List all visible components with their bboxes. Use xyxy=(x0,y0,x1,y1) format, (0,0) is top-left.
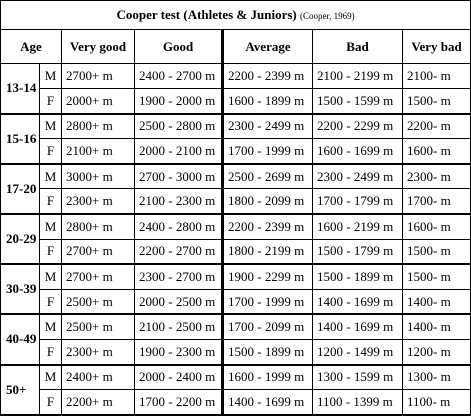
very-good-cell: 2200+ m xyxy=(62,390,135,415)
average-cell: 2200 - 2399 m xyxy=(223,64,313,89)
good-cell: 2300 - 2700 m xyxy=(135,264,223,289)
average-cell: 1700 - 1999 m xyxy=(223,289,313,314)
sex-cell: M xyxy=(40,164,62,189)
good-cell: 2400 - 2700 m xyxy=(135,64,223,89)
bad-cell: 1400 - 1699 m xyxy=(313,314,403,339)
very-bad-cell: 1400- m xyxy=(403,289,471,314)
very-good-cell: 2400+ m xyxy=(62,365,135,390)
average-cell: 1800 - 2199 m xyxy=(223,239,313,264)
header-very-bad: Very bad xyxy=(403,30,471,64)
header-good: Good xyxy=(135,30,223,64)
average-cell: 2500 - 2699 m xyxy=(223,164,313,189)
sex-cell: F xyxy=(40,88,62,113)
sex-cell: M xyxy=(40,314,62,339)
bad-cell: 2300 - 2499 m xyxy=(313,164,403,189)
bad-cell: 1500 - 1599 m xyxy=(313,88,403,113)
average-cell: 1800 - 2099 m xyxy=(223,189,313,214)
good-cell: 2700 - 3000 m xyxy=(135,164,223,189)
table-row xyxy=(1,314,471,339)
very-bad-cell: 1500- m xyxy=(403,239,471,264)
age-group-cell: 20-29 xyxy=(1,214,40,264)
table-row xyxy=(1,164,471,189)
very-bad-cell: 1600- m xyxy=(403,139,471,164)
sex-cell: M xyxy=(40,264,62,289)
good-cell: 1900 - 2000 m xyxy=(135,88,223,113)
good-cell: 2100 - 2300 m xyxy=(135,189,223,214)
very-bad-cell: 1200- m xyxy=(403,339,471,364)
age-group-cell: 13-14 xyxy=(1,64,40,114)
good-cell: 2500 - 2800 m xyxy=(135,114,223,139)
table-row xyxy=(1,88,471,113)
bad-cell: 2200 - 2299 m xyxy=(313,114,403,139)
header-row xyxy=(1,30,471,64)
bad-cell: 1400 - 1699 m xyxy=(313,289,403,314)
very-good-cell: 2700+ m xyxy=(62,264,135,289)
very-bad-cell: 2300- m xyxy=(403,164,471,189)
very-bad-cell: 1300- m xyxy=(403,365,471,390)
good-cell: 2100 - 2500 m xyxy=(135,314,223,339)
sex-cell: M xyxy=(40,64,62,89)
table-row xyxy=(1,64,471,89)
age-group-cell: 15-16 xyxy=(1,114,40,164)
very-good-cell: 2700+ m xyxy=(62,64,135,89)
bad-cell: 1500 - 1899 m xyxy=(313,264,403,289)
sex-cell: M xyxy=(40,214,62,239)
bad-cell: 1100 - 1399 m xyxy=(313,390,403,415)
sex-cell: M xyxy=(40,365,62,390)
very-bad-cell: 1500- m xyxy=(403,88,471,113)
average-cell: 1600 - 1899 m xyxy=(223,88,313,113)
very-good-cell: 2800+ m xyxy=(62,114,135,139)
average-cell: 2200 - 2399 m xyxy=(223,214,313,239)
very-good-cell: 3000+ m xyxy=(62,164,135,189)
table-row xyxy=(1,139,471,164)
bad-cell: 1500 - 1799 m xyxy=(313,239,403,264)
bad-cell: 1600 - 1699 m xyxy=(313,139,403,164)
good-cell: 2200 - 2700 m xyxy=(135,239,223,264)
title-row xyxy=(1,1,471,30)
average-cell: 1500 - 1899 m xyxy=(223,339,313,364)
average-cell: 1700 - 1999 m xyxy=(223,139,313,164)
table-title: Cooper test (Athletes & Juniors) xyxy=(116,7,297,23)
average-cell: 2300 - 2499 m xyxy=(223,114,313,139)
very-good-cell: 2700+ m xyxy=(62,239,135,264)
table-citation: (Cooper, 1969) xyxy=(300,11,355,22)
very-bad-cell: 1600- m xyxy=(403,214,471,239)
sex-cell: F xyxy=(40,289,62,314)
table-row xyxy=(1,189,471,214)
age-group-cell: 30-39 xyxy=(1,264,40,314)
very-good-cell: 2000+ m xyxy=(62,88,135,113)
very-bad-cell: 2200- m xyxy=(403,114,471,139)
very-bad-cell: 2100- m xyxy=(403,64,471,89)
header-age: Age xyxy=(1,30,62,64)
very-bad-cell: 1700- m xyxy=(403,189,471,214)
sex-cell: F xyxy=(40,139,62,164)
bad-cell: 1700 - 1799 m xyxy=(313,189,403,214)
age-group-cell: 50+ xyxy=(1,365,40,415)
bad-cell: 2100 - 2199 m xyxy=(313,64,403,89)
table-title-cell xyxy=(1,1,471,30)
good-cell: 1700 - 2200 m xyxy=(135,390,223,415)
very-good-cell: 2300+ m xyxy=(62,339,135,364)
good-cell: 2000 - 2500 m xyxy=(135,289,223,314)
very-good-cell: 2500+ m xyxy=(62,314,135,339)
sex-cell: F xyxy=(40,390,62,415)
average-cell: 1900 - 2299 m xyxy=(223,264,313,289)
average-cell: 1600 - 1999 m xyxy=(223,365,313,390)
age-group-cell: 40-49 xyxy=(1,314,40,364)
very-bad-cell: 1500- m xyxy=(403,264,471,289)
good-cell: 2000 - 2100 m xyxy=(135,139,223,164)
average-cell: 1400 - 1699 m xyxy=(223,390,313,415)
table-row xyxy=(1,214,471,239)
table-row xyxy=(1,114,471,139)
sex-cell: M xyxy=(40,114,62,139)
very-good-cell: 2800+ m xyxy=(62,214,135,239)
sex-cell: F xyxy=(40,339,62,364)
table-row xyxy=(1,289,471,314)
bad-cell: 1300 - 1599 m xyxy=(313,365,403,390)
table-row xyxy=(1,264,471,289)
bad-cell: 1600 - 2199 m xyxy=(313,214,403,239)
sex-cell: F xyxy=(40,189,62,214)
average-cell: 1700 - 2099 m xyxy=(223,314,313,339)
table-row xyxy=(1,239,471,264)
good-cell: 2400 - 2800 m xyxy=(135,214,223,239)
table-row xyxy=(1,365,471,390)
good-cell: 1900 - 2300 m xyxy=(135,339,223,364)
bad-cell: 1200 - 1499 m xyxy=(313,339,403,364)
header-very-good: Very good xyxy=(62,30,135,64)
header-average: Average xyxy=(223,30,313,64)
very-good-cell: 2300+ m xyxy=(62,189,135,214)
age-group-cell: 17-20 xyxy=(1,164,40,214)
very-bad-cell: 1400- m xyxy=(403,314,471,339)
sex-cell: F xyxy=(40,239,62,264)
very-good-cell: 2100+ m xyxy=(62,139,135,164)
table-row xyxy=(1,390,471,415)
very-good-cell: 2500+ m xyxy=(62,289,135,314)
table-row xyxy=(1,339,471,364)
header-bad: Bad xyxy=(313,30,403,64)
very-bad-cell: 1100- m xyxy=(403,390,471,415)
good-cell: 2000 - 2400 m xyxy=(135,365,223,390)
